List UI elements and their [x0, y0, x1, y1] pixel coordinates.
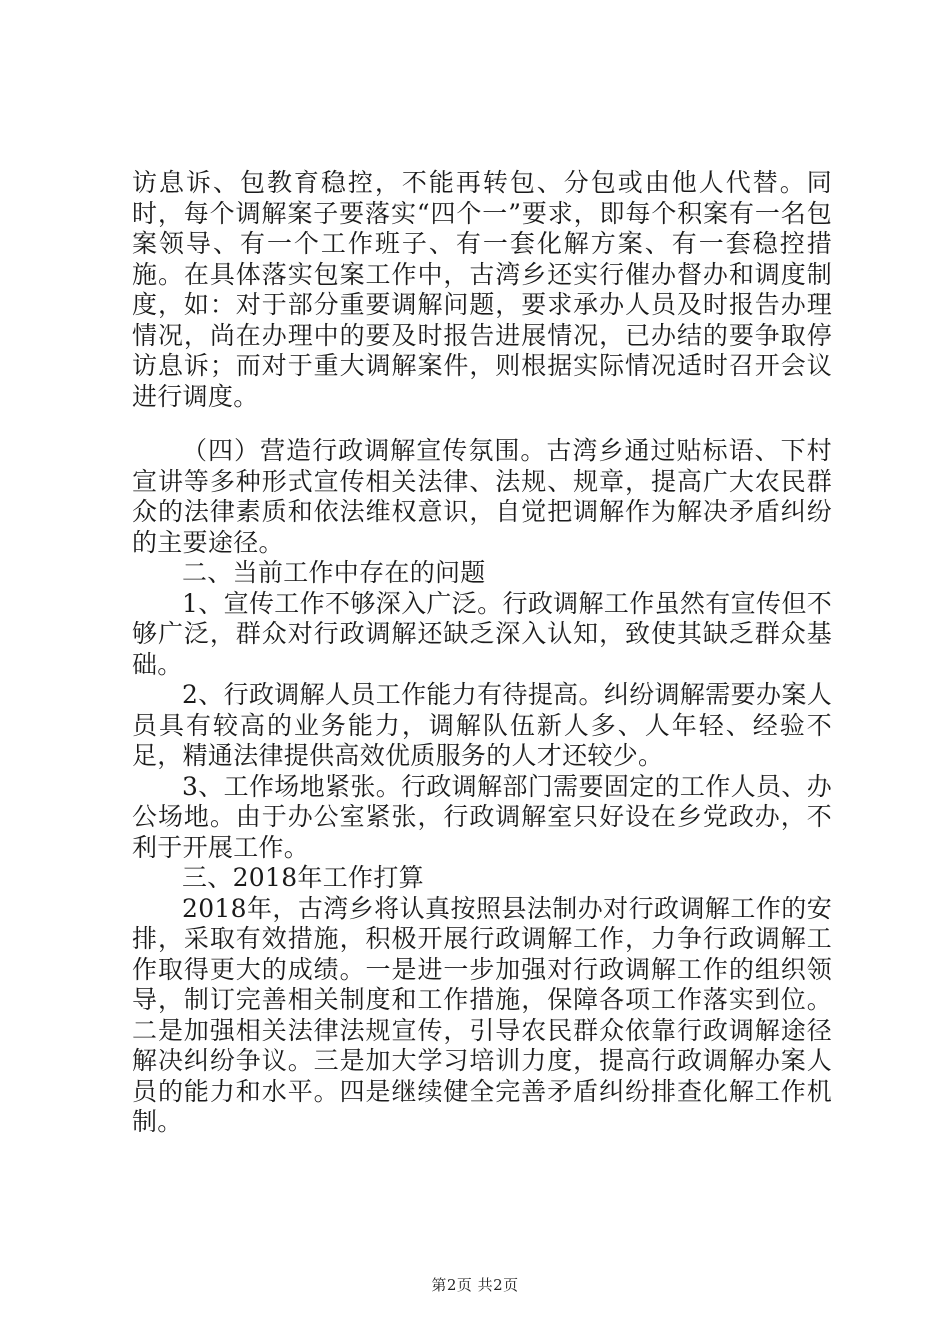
paragraph-publicity-atmosphere: （四）营造行政调解宣传氛围。古湾乡通过贴标语、下村宣讲等多种形式宣传相关法律、法规、规章，提高广大农民群众的法律素质和依法维权意识，自觉把调解作为解决矛盾纠纷的主要途径。 — [132, 436, 832, 557]
paragraph-problem-3: 3、工作场地紧张。行政调解部门需要固定的工作人员、办公场地。由于办公室紧张，行政调解室只好设在乡党政办，不利于开展工作。 — [132, 771, 832, 862]
document-body — [132, 168, 832, 1138]
paragraph-case-responsibility: 访息诉、包教育稳控，不能再转包、分包或由他人代替。同时，每个调解案子要落实“四个一”要求，即每个积案有一名包案领导、有一个工作班子、有一套化解方案、有一套稳控措施。在具体落实包案工作中，古湾乡还实行催办督办和调度制度，如：对于部分重要调解问题，要求承办人员及时报告办理情况，尚在办理中的要及时报告进展情况，已办结的要争取停访息诉；而对于重大调解案件，则根据实际情况适时召开会议进行调度。 — [132, 168, 832, 411]
paragraph-problem-1: 1、宣传工作不够深入广泛。行政调解工作虽然有宣传但不够广泛，群众对行政调解还缺乏深入认知，致使其缺乏群众基础。 — [132, 588, 832, 679]
paragraph-problem-2: 2、行政调解人员工作能力有待提高。纠纷调解需要办案人员具有较高的业务能力，调解队伍新人多、人年轻、经验不足，精通法律提供高效优质服务的人才还较少。 — [132, 680, 832, 770]
section-heading-plans: 三、2018年工作打算 — [182, 863, 424, 892]
paragraph-plans: 2018年，古湾乡将认真按照县法制办对行政调解工作的安排，采取有效措施，积极开展行政调解工作，力争行政调解工作取得更大的成绩。一是进一步加强对行政调解工作的组织领导，制订完善相关制度和工作措施，保障各项工作落实到位。二是加强相关法律法规宣传，引导农民群众依靠行政调解途径解决纠纷争议。三是加大学习培训力度，提高行政调解办案人员的能力和水平。四是继续健全完善矛盾纠纷排查化解工作机制。 — [132, 893, 832, 1136]
section-heading-problems: 二、当前工作中存在的问题 — [182, 558, 486, 587]
page-number-footer: 第2页 共2页 — [431, 1276, 519, 1294]
